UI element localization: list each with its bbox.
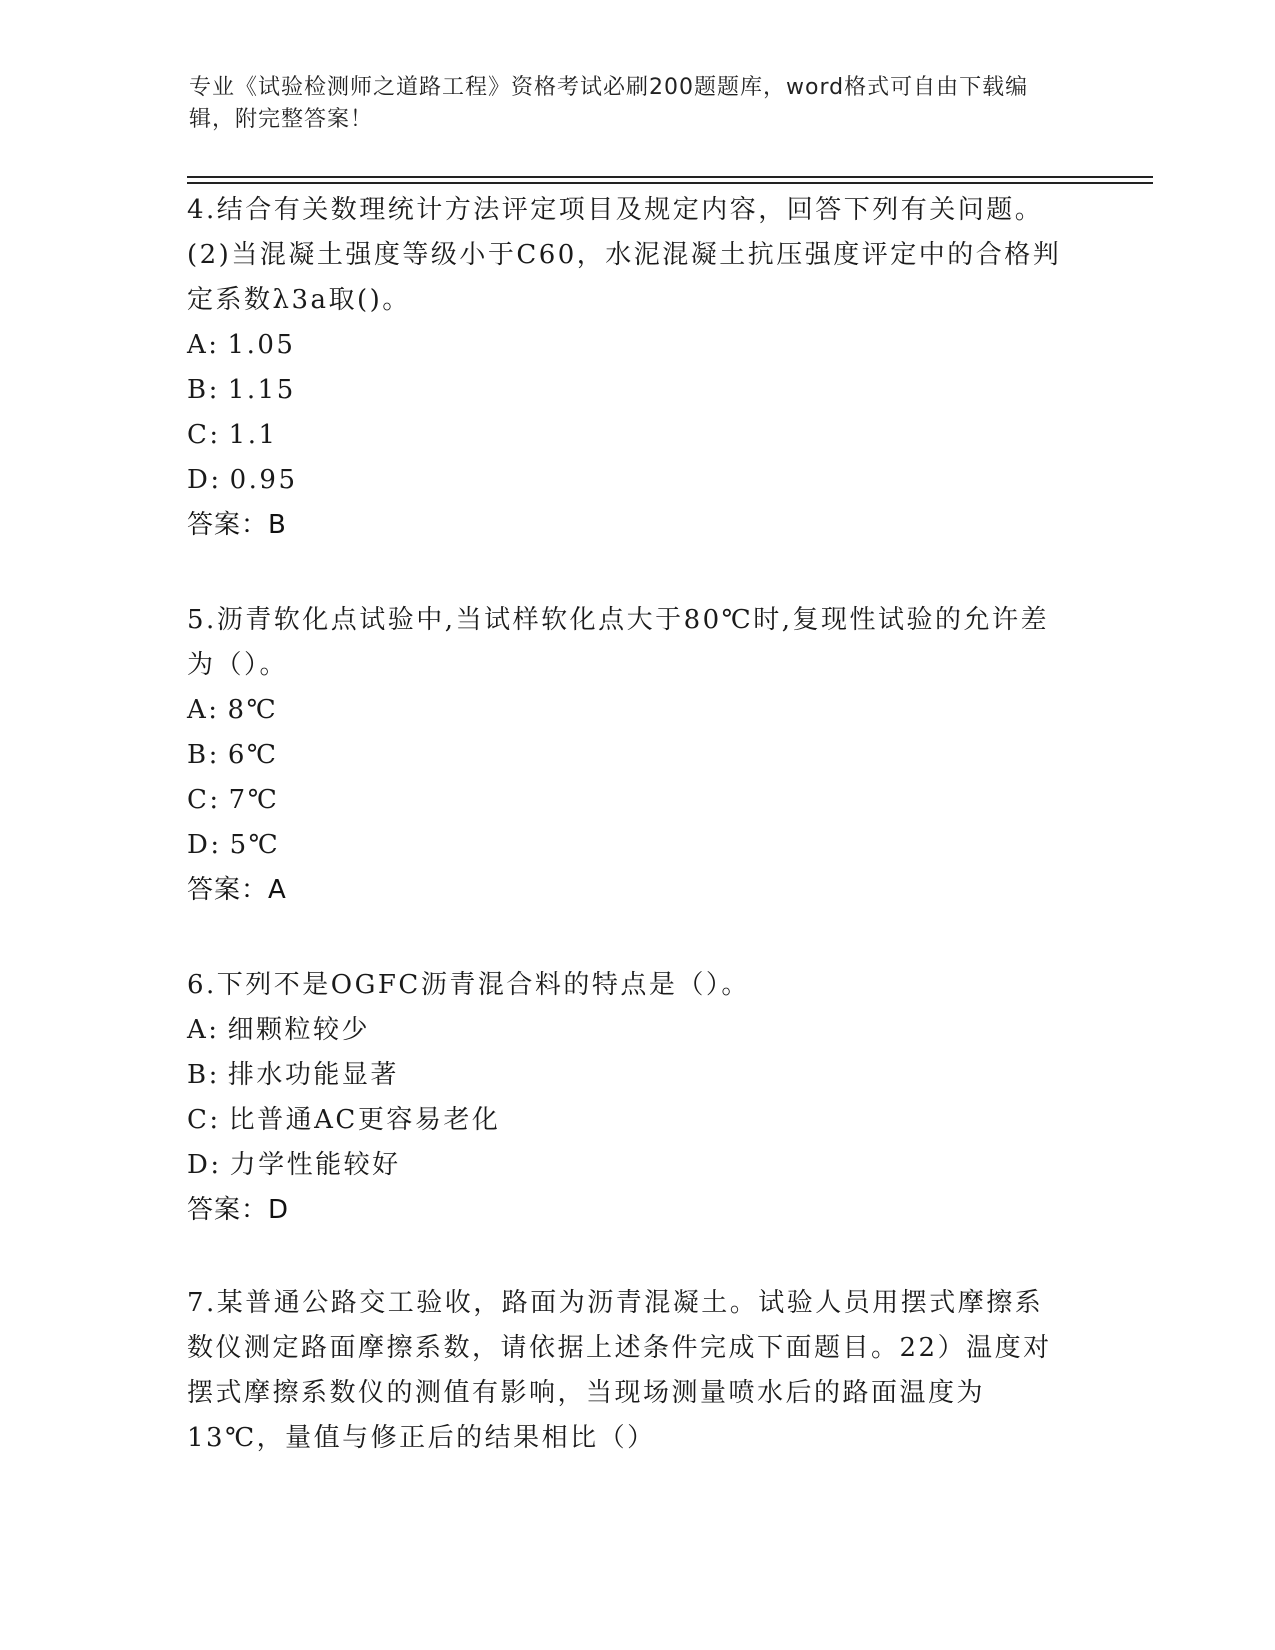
option-letter: D: [187, 465, 222, 495]
option-letter: C: [187, 785, 221, 815]
answer-label: 答案：D [187, 1195, 290, 1225]
option-a [187, 1008, 1067, 1053]
option-b [187, 368, 1067, 413]
question-4 [187, 188, 1067, 548]
option-letter: D: [187, 1150, 222, 1180]
option-text: 排水功能显著 [227, 1060, 399, 1090]
option-text: 7℃ [228, 785, 280, 815]
option-text: 8℃ [227, 695, 279, 725]
question-6 [187, 963, 1067, 1233]
question-5 [187, 598, 1067, 913]
option-letter: B: [187, 740, 220, 770]
answer-label: 答案：B [187, 510, 287, 540]
option-a [187, 688, 1067, 733]
question-stem: 5.沥青软化点试验中,当试样软化点大于80℃时,复现性试验的允许差为（）。 [187, 605, 1050, 680]
option-d [187, 1143, 1067, 1188]
document-header: 专业《试验检测师之道路工程》资格考试必刷200题题库，word格式可自由下载编辑，附完整答案！ [189, 75, 1029, 132]
question-7 [187, 1281, 1067, 1461]
option-letter: A: [187, 695, 220, 725]
option-text: 细颗粒较少 [227, 1015, 371, 1045]
header-divider-top [187, 176, 1153, 178]
option-a [187, 323, 1067, 368]
option-d [187, 823, 1067, 868]
option-letter: C: [187, 420, 221, 450]
option-text: 比普通AC更容易老化 [228, 1105, 501, 1135]
question-stem: 7.某普通公路交工验收，路面为沥青混凝土。试验人员用摆式摩擦系数仪测定路面摩擦系数，请依据上述条件完成下面题目。22）温度对摆式摩擦系数仪的测值有影响，当现场测量喷水后的路面温度为13℃，量值与修正后的结果相比（） [187, 1288, 1052, 1453]
option-text: 1.15 [227, 375, 296, 405]
option-letter: A: [187, 1015, 220, 1045]
option-letter: B: [187, 1060, 220, 1090]
option-text: 5℃ [229, 830, 281, 860]
option-text: 6℃ [227, 740, 279, 770]
option-c [187, 778, 1067, 823]
option-text: 1.05 [227, 330, 296, 360]
option-b [187, 1053, 1067, 1098]
question-stem: 4.结合有关数理统计方法评定项目及规定内容，回答下列有关问题。(2)当混凝土强度等级小于C60，水泥混凝土抗压强度评定中的合格判定系数λ3a取()。 [187, 195, 1062, 315]
question-stem: 6.下列不是OGFC沥青混合料的特点是（）。 [187, 970, 750, 1000]
option-letter: C: [187, 1105, 221, 1135]
option-text: 1.1 [228, 420, 278, 450]
option-text: 力学性能较好 [229, 1150, 401, 1180]
option-letter: D: [187, 830, 222, 860]
answer-label: 答案：A [187, 875, 287, 905]
option-letter: A: [187, 330, 220, 360]
option-text: 0.95 [229, 465, 298, 495]
option-letter: B: [187, 375, 220, 405]
option-c [187, 413, 1067, 458]
header-divider-bottom [187, 182, 1153, 184]
option-d [187, 458, 1067, 503]
option-c [187, 1098, 1067, 1143]
option-b [187, 733, 1067, 778]
